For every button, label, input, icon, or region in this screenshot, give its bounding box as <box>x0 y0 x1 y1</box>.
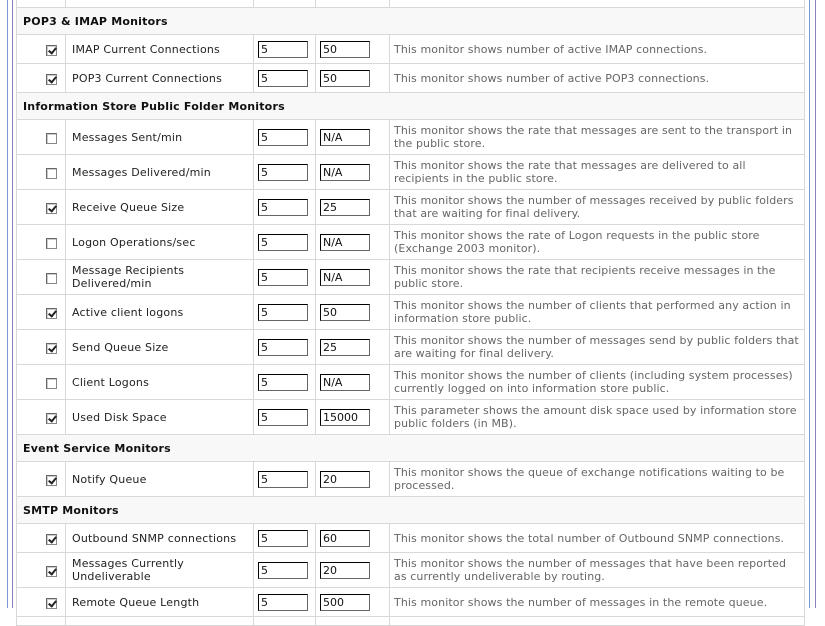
threshold-cell <box>316 225 390 260</box>
poll-interval-cell <box>254 64 316 93</box>
enable-cell <box>17 120 66 155</box>
enable-cell <box>17 588 66 617</box>
poll-interval-cell <box>254 553 316 588</box>
threshold-input[interactable] <box>320 41 370 58</box>
poll-interval-input[interactable] <box>258 41 308 58</box>
threshold-cell <box>316 462 390 497</box>
page-frame-right <box>809 0 810 608</box>
poll-interval-input[interactable] <box>258 129 308 146</box>
enable-cell <box>17 260 66 295</box>
poll-interval-input[interactable] <box>258 234 308 251</box>
poll-interval-cell <box>254 524 316 553</box>
poll-interval-input[interactable] <box>258 409 308 426</box>
page-frame-right-inner <box>815 0 816 608</box>
monitor-row <box>17 120 805 155</box>
threshold-cell <box>316 400 390 435</box>
poll-interval-input[interactable] <box>258 70 308 87</box>
threshold-input[interactable] <box>320 409 370 426</box>
threshold-cell <box>316 330 390 365</box>
monitor-row <box>17 35 805 64</box>
monitor-name: Messages Sent/min <box>66 120 254 155</box>
monitor-row <box>17 64 805 93</box>
monitor-name: Client Logons <box>66 365 254 400</box>
enable-cell <box>17 553 66 588</box>
monitor-description: This monitor shows the number of clients (including system processes) currently logged on into information store public. <box>390 365 805 400</box>
monitor-description: This monitor shows the rate that recipients receive messages in the public store. <box>390 260 805 295</box>
page-frame-left <box>7 0 8 608</box>
monitor-name: Notify Queue <box>66 462 254 497</box>
poll-interval-input[interactable] <box>258 164 308 181</box>
poll-interval-input[interactable] <box>258 269 308 286</box>
monitors-table <box>16 0 805 626</box>
enable-checkbox[interactable] <box>46 308 57 319</box>
monitor-name: Messages Currently Undeliverable <box>66 553 254 588</box>
monitor-name: POP3 Current Connections <box>66 64 254 93</box>
enable-checkbox[interactable] <box>46 534 57 545</box>
monitor-name: Receive Queue Size <box>66 190 254 225</box>
poll-interval-input[interactable] <box>258 471 308 488</box>
threshold-cell <box>316 524 390 553</box>
monitor-description: This monitor shows number of active POP3 connections. <box>390 64 805 93</box>
section-title: Event Service Monitors <box>17 435 805 462</box>
poll-interval-cell <box>254 260 316 295</box>
section-title: SMTP Monitors <box>17 497 805 524</box>
monitor-description: This monitor shows the number of messages send by public folders that are waiting for final delivery. <box>390 330 805 365</box>
monitor-row <box>17 330 805 365</box>
monitor-row <box>17 295 805 330</box>
threshold-input[interactable] <box>320 70 370 87</box>
enable-cell <box>17 462 66 497</box>
enable-checkbox[interactable] <box>46 413 57 424</box>
monitor-row <box>17 155 805 190</box>
monitor-name: Send Queue Size <box>66 330 254 365</box>
section-header <box>17 435 805 462</box>
monitor-description: This monitor shows the rate that messages are delivered to all recipients in the public store. <box>390 155 805 190</box>
monitor-name: Active client logons <box>66 295 254 330</box>
poll-interval-cell <box>254 330 316 365</box>
monitor-name: IMAP Current Connections <box>66 35 254 64</box>
threshold-cell <box>316 155 390 190</box>
enable-checkbox[interactable] <box>46 133 57 144</box>
enable-checkbox[interactable] <box>46 378 57 389</box>
enable-cell <box>17 400 66 435</box>
enable-cell <box>17 225 66 260</box>
poll-interval-cell <box>254 35 316 64</box>
poll-interval-cell <box>254 400 316 435</box>
poll-interval-cell <box>254 462 316 497</box>
threshold-input[interactable] <box>320 530 370 547</box>
threshold-input[interactable] <box>320 199 370 216</box>
threshold-input[interactable] <box>320 269 370 286</box>
poll-interval-input[interactable] <box>258 199 308 216</box>
monitor-name: Remote Queue Length <box>66 588 254 617</box>
monitor-description: This monitor shows the total number of Outbound SNMP connections. <box>390 524 805 553</box>
threshold-input[interactable] <box>320 304 370 321</box>
monitor-row <box>17 400 805 435</box>
threshold-cell <box>316 295 390 330</box>
threshold-cell <box>316 553 390 588</box>
page-frame-left-inner <box>12 0 13 608</box>
poll-interval-cell <box>254 120 316 155</box>
enable-checkbox[interactable] <box>46 598 57 609</box>
enable-checkbox[interactable] <box>46 566 57 577</box>
monitor-row <box>17 365 805 400</box>
threshold-input[interactable] <box>320 339 370 356</box>
poll-interval-input[interactable] <box>258 562 308 579</box>
monitor-row <box>17 260 805 295</box>
enable-checkbox[interactable] <box>46 203 57 214</box>
poll-interval-cell <box>254 190 316 225</box>
poll-interval-cell <box>254 295 316 330</box>
monitor-row <box>17 553 805 588</box>
enable-cell <box>17 155 66 190</box>
monitor-name: Used Disk Space <box>66 400 254 435</box>
threshold-input[interactable] <box>320 234 370 251</box>
poll-interval-input[interactable] <box>258 530 308 547</box>
enable-checkbox[interactable] <box>46 238 57 249</box>
threshold-input[interactable] <box>320 471 370 488</box>
threshold-cell <box>316 260 390 295</box>
monitor-row <box>17 588 805 617</box>
monitor-row <box>17 462 805 497</box>
enable-cell <box>17 295 66 330</box>
enable-checkbox[interactable] <box>46 74 57 85</box>
monitor-row <box>17 225 805 260</box>
enable-checkbox[interactable] <box>46 168 57 179</box>
poll-interval-cell <box>254 155 316 190</box>
monitor-description: This monitor shows the number of clients that performed any action in information store public. <box>390 295 805 330</box>
monitor-row <box>17 190 805 225</box>
monitor-description: This monitor shows the number of messages received by public folders that are waiting for final delivery. <box>390 190 805 225</box>
section-header <box>17 8 805 35</box>
threshold-cell <box>316 35 390 64</box>
section-title: Information Store Public Folder Monitors <box>17 93 805 120</box>
threshold-input[interactable] <box>320 164 370 181</box>
monitor-description: This monitor shows number of active IMAP connections. <box>390 35 805 64</box>
section-header <box>17 497 805 524</box>
enable-checkbox[interactable] <box>46 273 57 284</box>
poll-interval-input[interactable] <box>258 374 308 391</box>
monitor-description: This parameter shows the amount disk space used by information store public folders (in MB). <box>390 400 805 435</box>
monitor-row <box>17 524 805 553</box>
poll-interval-cell <box>254 365 316 400</box>
enable-checkbox[interactable] <box>46 343 57 354</box>
section-title: POP3 & IMAP Monitors <box>17 8 805 35</box>
poll-interval-input[interactable] <box>258 304 308 321</box>
threshold-cell <box>316 365 390 400</box>
enable-cell <box>17 190 66 225</box>
monitor-description: This monitor shows the queue of exchange notifications waiting to be processed. <box>390 462 805 497</box>
enable-checkbox[interactable] <box>46 475 57 486</box>
poll-interval-cell <box>254 588 316 617</box>
section-header <box>17 93 805 120</box>
threshold-cell <box>316 190 390 225</box>
enable-cell <box>17 330 66 365</box>
threshold-cell <box>316 120 390 155</box>
monitor-description: This monitor shows the number of messages that have been reported as currently undeliverable by routing. <box>390 553 805 588</box>
threshold-input[interactable] <box>320 374 370 391</box>
monitor-description: This monitor shows the number of messages in the remote queue. <box>390 588 805 617</box>
poll-interval-input[interactable] <box>258 339 308 356</box>
enable-cell <box>17 64 66 93</box>
threshold-cell <box>316 64 390 93</box>
monitor-name: Message Recipients Delivered/min <box>66 260 254 295</box>
poll-interval-cell <box>254 225 316 260</box>
monitor-name: Outbound SNMP connections <box>66 524 254 553</box>
monitor-name: Logon Operations/sec <box>66 225 254 260</box>
threshold-cell <box>316 588 390 617</box>
monitor-name: Messages Delivered/min <box>66 155 254 190</box>
enable-cell <box>17 365 66 400</box>
enable-cell <box>17 524 66 553</box>
enable-cell <box>17 35 66 64</box>
monitor-description: This monitor shows the rate that messages are sent to the transport in the public store. <box>390 120 805 155</box>
threshold-input[interactable] <box>320 129 370 146</box>
enable-checkbox[interactable] <box>46 45 57 56</box>
monitor-description: This monitor shows the rate of Logon requests in the public store (Exchange 2003 monitor). <box>390 225 805 260</box>
threshold-input[interactable] <box>320 562 370 579</box>
